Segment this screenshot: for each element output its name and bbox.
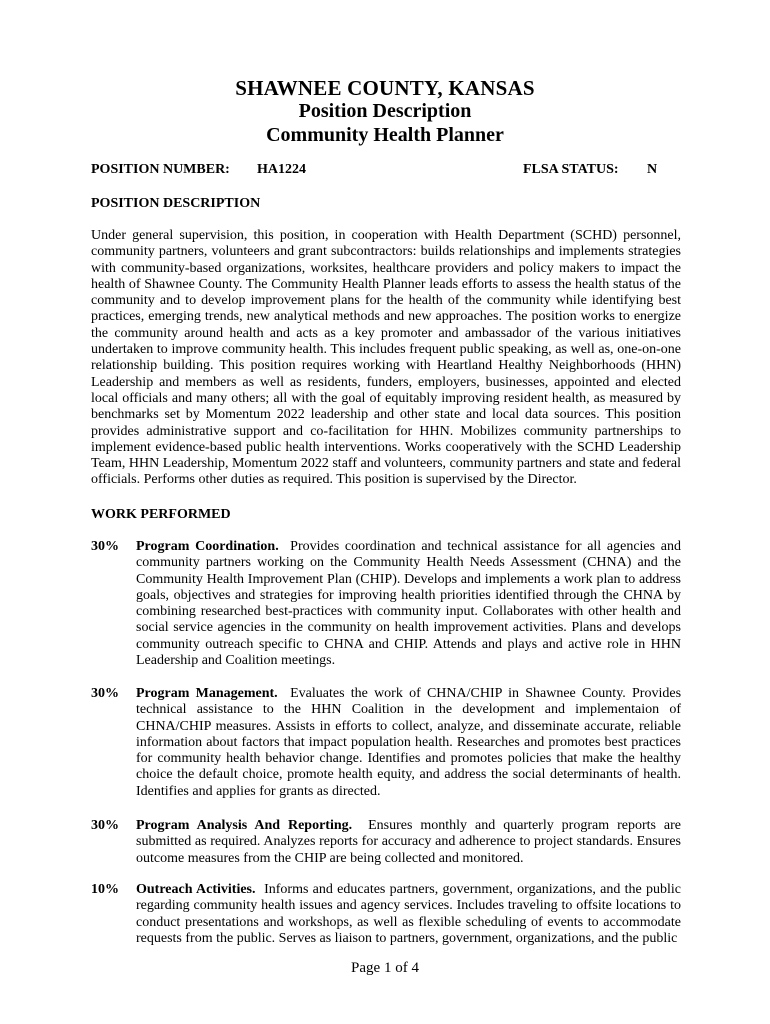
work-item-percent: 30% [91, 686, 119, 701]
work-item [91, 539, 681, 669]
work-item-body [136, 686, 681, 800]
work-item-text: Ensures monthly and quarterly program reports are submitted as required. Analyzes reports for accuracy and adherence to project standards. Ensures outcome measures from the CHIP are being collected and monitored. [136, 818, 682, 866]
work-item-title: Outreach Activities. [136, 882, 256, 897]
work-item-percent: 30% [91, 818, 119, 833]
page-number: Page 1 of 4 [351, 960, 419, 976]
work-item-text: Evaluates the work of CHNA/CHIP in Shawnee County. Provides technical assistance to the HHN Coalition in the development and implementaion of CHNA/CHIP measures. Assists in efforts to collect, analyze, and disseminate accurate, reliable information about factors that impact population health. Researches and promotes best practices for community health behavior change. Identifies and promotes policies that make the healthy choice the default choice, promote health equity, and address the social determinants of health. Identifies and applies for grants as directed. [136, 686, 682, 799]
work-item [91, 686, 681, 800]
position-number-label: POSITION NUMBER: [91, 162, 230, 177]
work-item-text: Provides coordination and technical assistance for all agencies and community partners working on the Community Health Needs Assessment (CHNA) and the Community Health Improvement Plan (CHIP). Develops and implements a work plan to address goals, objectives and strategies for improving health priorities identified through the CHNA by combining researched best-practices with community input. Collaborates with other health and social service agencies in the community on health improvement activities. Plans and develops community outreach specific to CHNA and CHIP. Attends and plays and active role in HHN Leadership and Coalition meetings. [136, 539, 682, 669]
work-performed-heading: WORK PERFORMED [91, 507, 231, 522]
work-item-body [136, 818, 681, 867]
flsa-status-label: FLSA STATUS: [523, 162, 619, 177]
work-item-body [136, 539, 681, 669]
flsa-status-value: N [647, 162, 658, 177]
county-title: SHAWNEE COUNTY, KANSAS [235, 76, 535, 100]
position-number-value: HA1224 [257, 162, 306, 177]
position-description-text: Under general supervision, this position, in cooperation with Health Department (SCHD) personnel, community partners, volunteers and grant subcontractors: builds relationships and implements strategies with community-based organizations, worksites, healthcare providers and policy makers to impact the health of Shawnee County. The Community Health Planner leads efforts to assess the health status of the community and to develop improvement plans for the health of the community while identifying best practices, emerging trends, new analytical methods and new approaches. The position works to energize the community around health and acts as a key promoter and ambassador of the various initiatives undertaken to improve community health. This includes frequent public speaking, as well as, one-on-one relationship building. This position requires working with Heartland Healthy Neighborhoods (HHN) Leadership and members as well as residents, funders, employers, businesses, appointed and elected local officials and many others; all with the goal of equitably improving resident health, as measured by benchmarks set by Momentum 2022 leadership and other state and local data sources. This position provides administrative support and co-facilitation for HHN. Mobilizes community partnerships to implement evidence-based public health interventions. Works cooperatively with the SCHD Leadership Team, HHN Leadership, Momentum 2022 staff and volunteers, community partners and state and federal officials. Performs other duties as required. This position is supervised by the Director. [91, 228, 681, 488]
work-item-percent: 10% [91, 882, 119, 897]
position-description-heading: POSITION DESCRIPTION [91, 196, 261, 211]
work-item-text: Informs and educates partners, government, organizations, and the public regarding community health issues and agency services. Includes traveling to offsite locations to conduct presentations and workshops, as well as flexible scheduling of events to accommodate requests from the public. Serves as liaison to partners, government, organizations, and the public [136, 882, 681, 946]
work-item-title: Program Management. [136, 686, 278, 701]
work-item-percent: 30% [91, 539, 119, 554]
work-item-title: Program Analysis And Reporting. [136, 818, 353, 833]
work-item-body [136, 882, 681, 947]
work-item [91, 882, 681, 947]
position-title: Community Health Planner [266, 124, 504, 146]
doc-type-title: Position Description [298, 100, 472, 122]
work-item-title: Program Coordination. [136, 539, 279, 554]
work-item [91, 818, 681, 867]
